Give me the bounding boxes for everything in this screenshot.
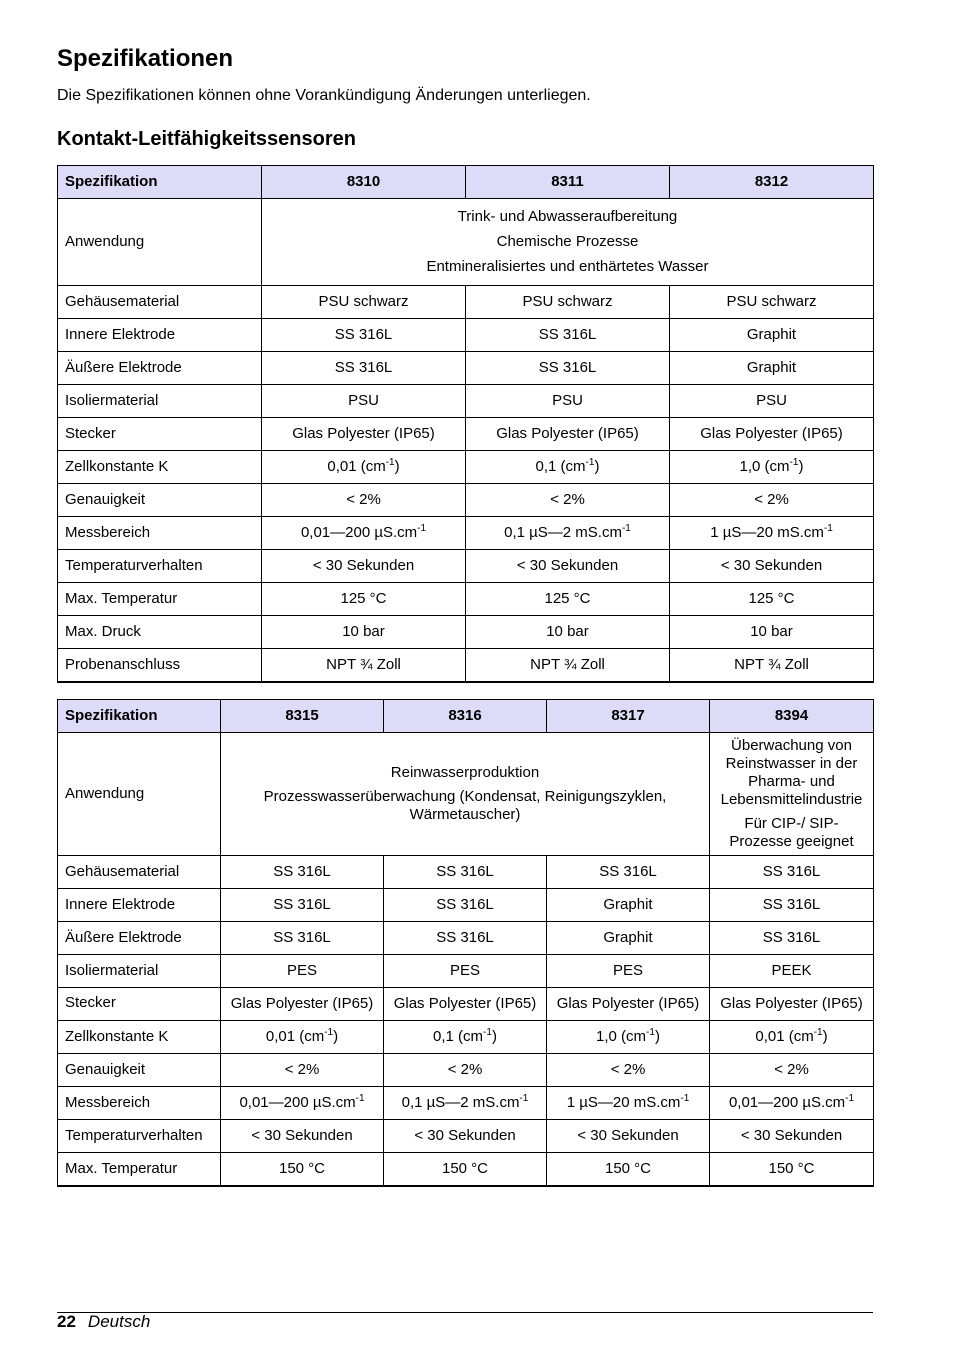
table-cell: Graphit [547, 922, 710, 955]
table-cell: 10 bar [670, 616, 874, 649]
table-row [58, 922, 874, 955]
header-cell: 8310 [262, 166, 466, 199]
header-cell: 8317 [547, 700, 710, 733]
table-cell: < 30 Sekunden [670, 550, 874, 583]
row-label: Probenanschluss [58, 649, 262, 683]
header-cell: 8316 [384, 700, 547, 733]
table-cell: 10 bar [262, 616, 466, 649]
cell-superscript: -1 [823, 523, 833, 534]
table-cell: NPT ¾ Zoll [670, 649, 874, 683]
table-cell: PSU schwarz [466, 286, 670, 319]
cell-text: ) [654, 1028, 660, 1045]
table-cell: < 2% [670, 484, 874, 517]
cell-text: 1,0 (cm [739, 458, 790, 475]
table-cell [221, 1021, 384, 1054]
intro-text: Die Spezifikationen können ohne Vorankündigung Änderungen unterliegen. [57, 87, 591, 104]
page-footer [57, 1312, 150, 1332]
application-line: Chemische Prozesse [496, 233, 639, 250]
table-cell [262, 451, 466, 484]
table-cell: 125 °C [262, 583, 466, 616]
table-cell: PSU schwarz [262, 286, 466, 319]
table-cell: < 2% [466, 484, 670, 517]
table-row [58, 352, 874, 385]
table-row [58, 955, 874, 988]
table-row [58, 319, 874, 352]
row-label: Max. Druck [58, 616, 262, 649]
table-cell [710, 1021, 874, 1054]
table-cell [670, 451, 874, 484]
cell-text: 1 µS—20 mS.cm [566, 1094, 681, 1111]
cell-text: 0,1 (cm [433, 1028, 484, 1045]
table-cell: PES [384, 955, 547, 988]
table-cell: Glas Polyester (IP65) [262, 418, 466, 451]
cell-superscript: -1 [355, 1093, 365, 1104]
header-cell: 8315 [221, 700, 384, 733]
cell-text: ) [394, 458, 400, 475]
table-row [58, 550, 874, 583]
cell-text: 0,01—200 µS.cm [300, 524, 418, 541]
table-cell: < 2% [547, 1054, 710, 1087]
table-row [58, 988, 874, 1021]
row-label: Isoliermaterial [58, 385, 262, 418]
cell-text: ) [822, 1028, 828, 1045]
cell-text: 0,1 µS—2 mS.cm [401, 1094, 520, 1111]
table-cell: 150 °C [221, 1153, 384, 1187]
row-label: Temperaturverhalten [58, 550, 262, 583]
cell-text: ) [333, 1028, 339, 1045]
table-cell: SS 316L [466, 319, 670, 352]
row-label: Messbereich [58, 1087, 221, 1120]
application-line: Trink- und Abwasseraufbereitung [457, 208, 678, 225]
application-line: Prozesswasserüberwachung (Kondensat, Reinigungszyklen, Wärmetauscher) [263, 788, 667, 823]
table-cell: SS 316L [710, 856, 874, 889]
cell-superscript: -1 [483, 1027, 492, 1038]
table-cell: 125 °C [670, 583, 874, 616]
table-cell: < 30 Sekunden [262, 550, 466, 583]
table-row-application [58, 199, 874, 286]
table-row [58, 583, 874, 616]
table-cell: 125 °C [466, 583, 670, 616]
section-title: Kontakt-Leitfähigkeitssensoren [57, 128, 356, 150]
table-cell: Glas Polyester (IP65) [466, 418, 670, 451]
row-label: Temperaturverhalten [58, 1120, 221, 1153]
table-cell: 10 bar [466, 616, 670, 649]
table-row [58, 1153, 874, 1187]
cell-text: 0,1 (cm [535, 458, 586, 475]
table-cell [466, 451, 670, 484]
table-cell: SS 316L [710, 889, 874, 922]
table-cell: NPT ¾ Zoll [466, 649, 670, 683]
table-row [58, 451, 874, 484]
cell-text: 0,01—200 µS.cm [239, 1094, 356, 1111]
row-label: Äußere Elektrode [58, 352, 262, 385]
cell-text: 1 µS—20 mS.cm [710, 524, 824, 541]
row-label: Isoliermaterial [58, 955, 221, 988]
table-cell: PSU schwarz [670, 286, 874, 319]
application-cell [262, 199, 874, 286]
cell-superscript: -1 [519, 1093, 529, 1104]
row-label: Anwendung [58, 199, 262, 286]
application-line: Reinwasserproduktion [390, 764, 540, 781]
row-label: Innere Elektrode [58, 319, 262, 352]
footer-language: Deutsch [87, 1312, 151, 1331]
table-cell: SS 316L [466, 352, 670, 385]
table-cell [547, 1087, 710, 1120]
table-cell: < 30 Sekunden [221, 1120, 384, 1153]
table-header-row [58, 166, 874, 199]
row-label: Stecker [58, 988, 221, 1021]
spec-table-8315-8394 [57, 699, 874, 1187]
cell-superscript: -1 [585, 457, 595, 468]
row-label: Max. Temperatur [58, 583, 262, 616]
table-row [58, 1054, 874, 1087]
table-cell: Graphit [670, 352, 874, 385]
table-cell: Glas Polyester (IP65) [221, 988, 384, 1021]
row-label: Innere Elektrode [58, 889, 221, 922]
table-cell: PSU [262, 385, 466, 418]
row-label: Stecker [58, 418, 262, 451]
table-cell [384, 1087, 547, 1120]
header-cell: Spezifikation [58, 700, 221, 733]
cell-superscript: -1 [646, 1027, 655, 1038]
application-line: Entmineralisiertes und enthärtetes Wasser [426, 258, 709, 275]
table-row [58, 856, 874, 889]
header-cell: Spezifikation [58, 166, 262, 199]
cell-superscript: -1 [845, 1093, 855, 1104]
spec-table-8310-8312 [57, 165, 874, 683]
table-cell: SS 316L [221, 856, 384, 889]
cell-superscript: -1 [417, 523, 427, 534]
table-cell: Glas Polyester (IP65) [710, 988, 874, 1021]
table-cell: < 30 Sekunden [710, 1120, 874, 1153]
table-cell: 150 °C [547, 1153, 710, 1187]
row-label: Messbereich [58, 517, 262, 550]
table-cell: NPT ¾ Zoll [262, 649, 466, 683]
table-cell: PSU [466, 385, 670, 418]
header-cell: 8312 [670, 166, 874, 199]
table-row [58, 649, 874, 683]
table-cell: SS 316L [547, 856, 710, 889]
cell-text: ) [491, 1028, 497, 1045]
row-label: Zellkonstante K [58, 1021, 221, 1054]
application-cell-8394 [710, 733, 874, 856]
cell-superscript: -1 [789, 457, 799, 468]
table-cell: SS 316L [262, 319, 466, 352]
table-row [58, 1021, 874, 1054]
cell-superscript: -1 [385, 457, 395, 468]
table-cell: SS 316L [384, 889, 547, 922]
row-label: Genauigkeit [58, 1054, 221, 1087]
cell-text: 0,01—200 µS.cm [728, 1094, 846, 1111]
cell-text: 0,1 µS—2 mS.cm [504, 524, 622, 541]
header-cell: 8311 [466, 166, 670, 199]
table-cell: PSU [670, 385, 874, 418]
cell-text: 0,01 (cm [327, 458, 386, 475]
table-cell: Glas Polyester (IP65) [547, 988, 710, 1021]
table-row [58, 1120, 874, 1153]
row-label: Genauigkeit [58, 484, 262, 517]
table-cell: SS 316L [221, 889, 384, 922]
table-row [58, 889, 874, 922]
page-title: Spezifikationen [57, 45, 234, 72]
row-label: Äußere Elektrode [58, 922, 221, 955]
cell-text: ) [594, 458, 600, 475]
table-cell: PES [547, 955, 710, 988]
table-cell: SS 316L [384, 922, 547, 955]
table-cell [262, 517, 466, 550]
table-cell: SS 316L [384, 856, 547, 889]
cell-text: 0,01 (cm [755, 1028, 814, 1045]
table-cell: SS 316L [221, 922, 384, 955]
row-label: Gehäusematerial [58, 856, 221, 889]
page-number: 22 [57, 1312, 76, 1331]
application-line: Für CIP-/ SIP-Prozesse geeignet [729, 815, 854, 850]
table-row [58, 1087, 874, 1120]
cell-text: ) [798, 458, 804, 475]
cell-superscript: -1 [680, 1093, 690, 1104]
table-row-application [58, 733, 874, 856]
table-cell: SS 316L [262, 352, 466, 385]
row-label: Zellkonstante K [58, 451, 262, 484]
table-cell: < 2% [710, 1054, 874, 1087]
table-cell [384, 1021, 547, 1054]
table-cell: SS 316L [710, 922, 874, 955]
row-label: Gehäusematerial [58, 286, 262, 319]
table-cell [710, 1087, 874, 1120]
cell-superscript: -1 [324, 1027, 334, 1038]
table-cell: PES [221, 955, 384, 988]
table-cell: Glas Polyester (IP65) [670, 418, 874, 451]
row-label: Max. Temperatur [58, 1153, 221, 1187]
footer-rule [57, 1312, 873, 1313]
table-cell [547, 1021, 710, 1054]
cell-superscript: -1 [621, 523, 631, 534]
table-row [58, 517, 874, 550]
table-cell: PEEK [710, 955, 874, 988]
table-cell: < 30 Sekunden [547, 1120, 710, 1153]
table-cell [221, 1087, 384, 1120]
header-cell: 8394 [710, 700, 874, 733]
table-cell: < 30 Sekunden [384, 1120, 547, 1153]
table-row [58, 484, 874, 517]
table-cell: Graphit [547, 889, 710, 922]
application-line: Überwachung von Reinstwasser in der Pharma- und Lebensmittelindustrie [720, 737, 863, 808]
table-cell: Graphit [670, 319, 874, 352]
table-cell: < 30 Sekunden [466, 550, 670, 583]
table-row [58, 385, 874, 418]
table-cell: 150 °C [710, 1153, 874, 1187]
table-row [58, 418, 874, 451]
table-cell: < 2% [221, 1054, 384, 1087]
table-cell: Glas Polyester (IP65) [384, 988, 547, 1021]
table-cell: 150 °C [384, 1153, 547, 1187]
table-cell [466, 517, 670, 550]
row-label: Anwendung [58, 733, 221, 856]
cell-superscript: -1 [813, 1027, 823, 1038]
table-row [58, 616, 874, 649]
table-cell: < 2% [384, 1054, 547, 1087]
cell-text: 0,01 (cm [265, 1028, 325, 1045]
table-header-row [58, 700, 874, 733]
table-row [58, 286, 874, 319]
application-cell [221, 733, 710, 856]
table-cell [670, 517, 874, 550]
cell-text: 1,0 (cm [596, 1028, 647, 1045]
table-cell: < 2% [262, 484, 466, 517]
